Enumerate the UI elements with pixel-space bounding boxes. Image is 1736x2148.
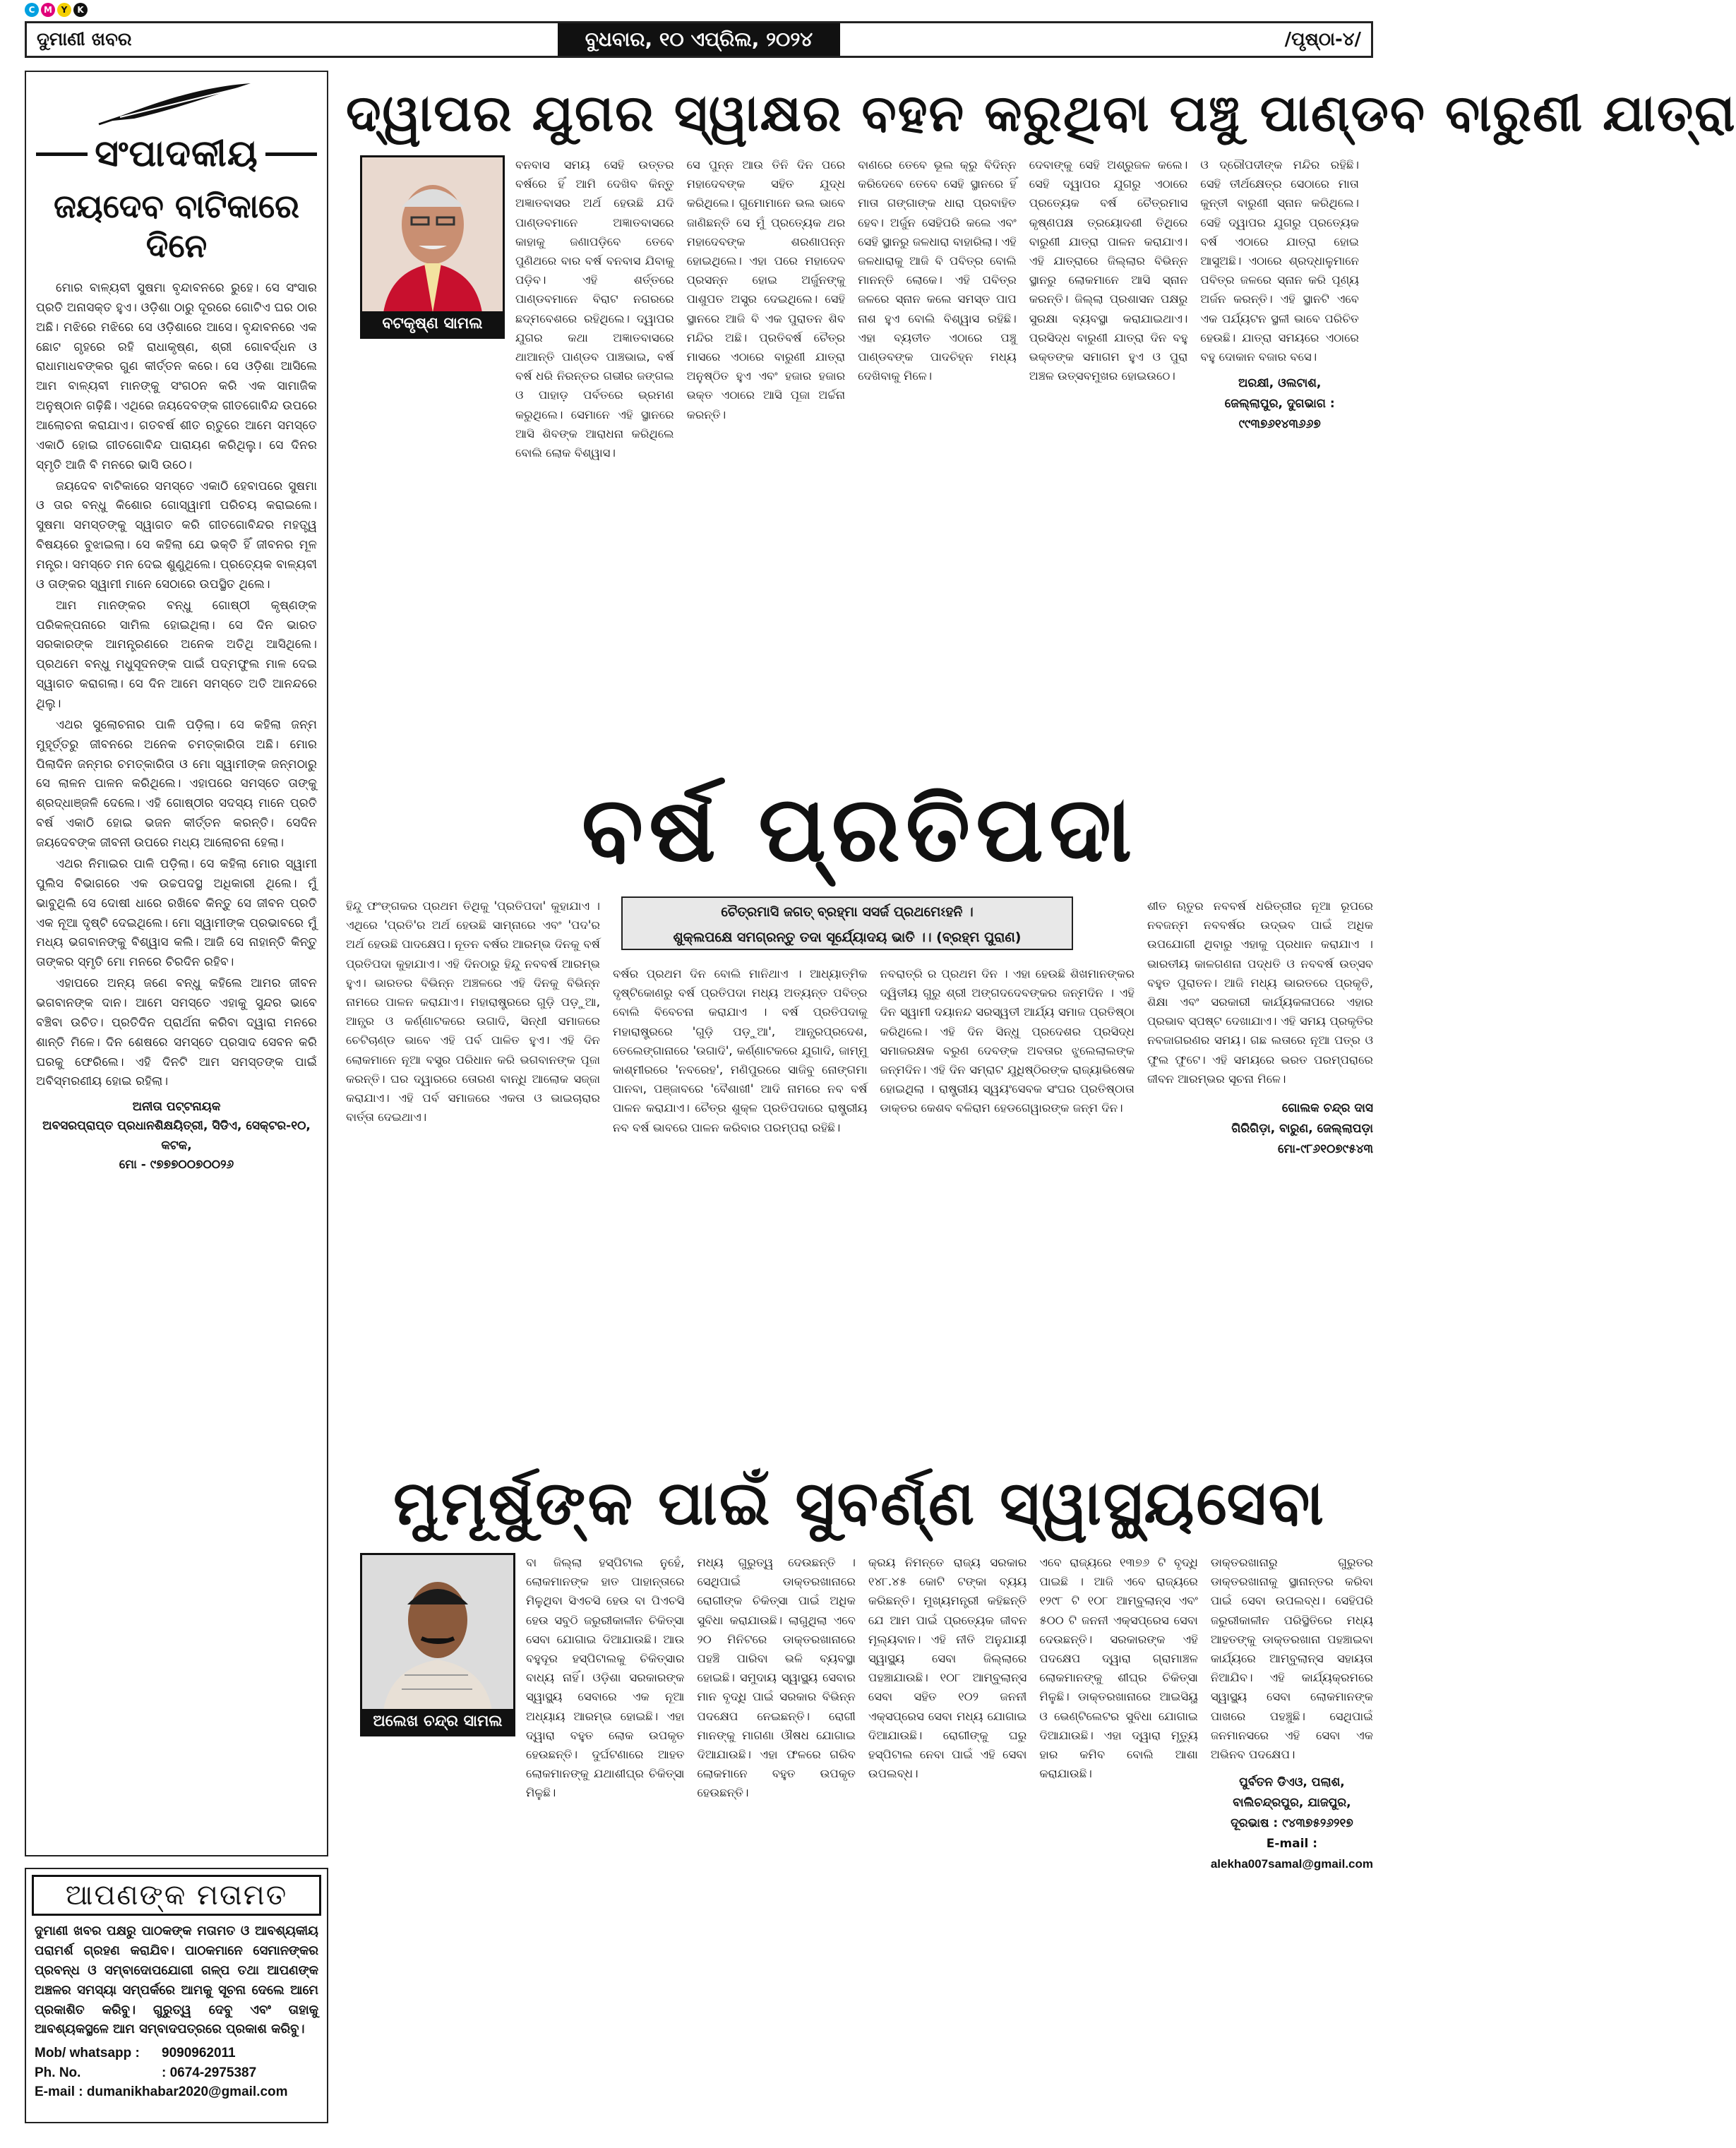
article3-author-email[interactable]: alekha007samal@gmail.com — [1210, 1856, 1373, 1871]
article1-upper-columns — [515, 155, 1359, 462]
quote-line-1: ଚୈତ୍ରମାସି ଜଗତ୍ ବ୍ରହ୍ମା ସସର୍ଜ ପ୍ରଥମେଽହନି । — [721, 904, 974, 920]
article1-col3: ବାଣରେ ତେବେ ଭୂଲ କ୍ରୁ ବିଦିନ୍ନ କରିଦେବେ ତେବେ ସେହି ସ୍ଥାନରେ ହିଁ ମାତା ଗଙ୍ଗାଙ୍କ ଧାରା ପ୍ରବାହିତ ହେବ। ଅର୍ଜୁନ ସେହିପରି କଲେ ଏବଂ ସେହି ସ୍ଥାନରୁ ଜଳଧାରା ବାହାରିଲା। ଏହି ଜଳଧାରାକୁ ଆଜି ବି ପବିତ୍ର ବୋଲି ମାନନ୍ତି ଲୋକେ। ଏହି ପବିତ୍ର ଜଳରେ ସ୍ନାନ କଲେ ସମସ୍ତ ପାପ ନାଶ ହୁଏ ବୋଲି ବିଶ୍ୱାସ ରହିଛି। ଏହା ବ୍ୟତୀତ ଏଠାରେ ପଞ୍ଚୁ ପାଣ୍ଡବଙ୍କ ପାଦଚିହ୍ନ ମଧ୍ୟ ଦେଖିବାକୁ ମିଳେ। — [858, 158, 1017, 383]
article2-col2: ବର୍ଷର ପ୍ରଥମ ଦିନ ବୋଲି ମାନିଥାଏ । ଆଧ୍ୟାତ୍ମିକ ଦୃଷ୍ଟିକୋଣରୁ ବର୍ଷ ପ୍ରତିପଦା ମଧ୍ୟ ଅତ୍ୟନ୍ତ ପବିତ୍ର ବୋଲି ବିବେଚନା କରାଯାଏ । ବର୍ଷ ପ୍ରତିପଦାକୁ ମହାରାଷ୍ଟ୍ରରେ 'ଗୁଡ଼ି ପଡ଼ୁଆ', ଆନ୍ଧ୍ରପ୍ରଦେଶ, ତେଲେଙ୍ଗାନାରେ 'ଉଗାଦି', କର୍ଣ୍ଣାଟକରେ ଯୁଗାଦି, ଜାମ୍ମୁ କାଶ୍ମୀରରେ 'ନବରେହ', ମଣିପୁରରେ ସାଜିବୁ ନୋଙ୍ଗମା ପାନବା, ପଞ୍ଜାବରେ 'ବୈଶାଖୀ' ଆଦି ନାମରେ ନବ ବର୍ଷ ପାଳନ କରାଯାଏ। ଚୈତ୍ର ଶୁକ୍ଳ ପ୍ରତିପଦାରେ ରାଷ୍ଟ୍ରୀୟ ନବ ବର୍ଷ ଭାବରେ ପାଳନ କରିବାର ପରମ୍ପରା ରହିଛି। — [613, 967, 868, 1134]
mobile-label: Mob/ whatsapp : — [35, 2046, 140, 2061]
article1-col5-wrap — [1200, 155, 1359, 462]
editorial-heading — [36, 133, 317, 176]
editorial-paragraph: ଏହାପରେ ଅନ୍ୟ ଜଣେ ବନ୍ଧୁ କହିଲେ ଆମର ଜୀବନ ଭଗବାନଙ୍କ ଦାନ। ଆମେ ସମସ୍ତେ ଏହାକୁ ସୁନ୍ଦର ଭାବେ ବଞ୍ଚିବା ଉଚିତ। ପ୍ରତିଦିନ ପ୍ରାର୍ଥନା କରିବା ଦ୍ୱାରା ମନରେ ଶାନ୍ତି ମିଳେ। ଦିନ ଶେଷରେ ସମସ୍ତେ ପ୍ରସାଦ ସେବନ କରି ଘରକୁ ଫେରିଲେ। ଏହି ଦିନଟି ଆମ ସମସ୍ତଙ୍କ ପାଇଁ ଅବିସ୍ମରଣୀୟ ହୋଇ ରହିଲା। — [36, 976, 317, 1089]
editorial-paragraph: ଏଥର ନିମାଇର ପାଳି ପଡ଼ିଲା। ସେ କହିଲା ମୋର ସ୍ୱାମୀ ପୁଲିସ ବିଭାଗରେ ଏକ ଉଚ୍ଚପଦସ୍ଥ ଅଧିକାରୀ ଥିଲେ। ମୁଁ ଭାବୁଥିଲି ସେ ଦୋଷୀ ଧାରେ ରଖିବେ କିନ୍ତୁ ସେ ଜୀବନ ପ୍ରତି ଏକ ନୂଆ ଦୃଷ୍ଟି ଦେଇଥିଲେ। ମୋ ସ୍ୱାମୀଙ୍କ ପ୍ରଭାବରେ ମୁଁ ମଧ୍ୟ ଭଗବାନଙ୍କୁ ବିଶ୍ୱାସ କଲି। ଆଜି ସେ ନାହାନ୍ତି କିନ୍ତୁ ତାଙ୍କର ସ୍ମୃତି ମୋ ମନରେ ଚିରଦିନ ରହିବ। — [36, 856, 317, 970]
article1 — [346, 155, 1373, 762]
editorial-phone: ମୋ - ୯୭୭୭୦୦୭୦୦୨୬ — [119, 1157, 234, 1172]
article3-author — [1211, 1772, 1373, 1874]
article3-author-photo — [360, 1553, 515, 1736]
article2-col1: ହିନ୍ଦୁ ଫଂଙ୍ଗକର ପ୍ରଥମ ତିଥିକୁ 'ପ୍ରତିପଦା' କୁହାଯାଏ । ଏଥିରେ 'ପ୍ରତି'ର ଅର୍ଥ ହେଉଛି ସାମ୍ନାରେ ଏବଂ 'ପଦ'ର ଅର୍ଥ ହେଉଛି ପାଦକ୍ଷେପ। ନୂତନ ବର୍ଷର ଆରମ୍ଭ ଦିନକୁ ବର୍ଷ ପ୍ରତିପଦା କୁହାଯାଏ। ଏହି ଦିନଠାରୁ ହିନ୍ଦୁ ନବବର୍ଷ ଆରମ୍ଭ ହୁଏ। ଭାରତର ବିଭିନ୍ନ ଅଞ୍ଚଳରେ ଏହି ଦିନକୁ ବିଭିନ୍ନ ନାମରେ ପାଳନ କରାଯାଏ। ମହାରାଷ୍ଟ୍ରରେ ଗୁଡ଼ି ପଡ଼ୁଆ, ଆନ୍ଧ୍ର ଓ କର୍ଣ୍ଣାଟକରେ ଉଗାଦି, ସିନ୍ଧୀ ସମାଜରେ ଚେଟିଚାଣ୍ଡ ଭାବେ ଏହି ପର୍ବ ପାଳିତ ହୁଏ। ଏହି ଦିନ ଲୋକମାନେ ନୂଆ ବସ୍ତ୍ର ପରିଧାନ କରି ଭଗବାନଙ୍କ ପୂଜା କରନ୍ତି। ଘର ଦ୍ୱାରରେ ତୋରଣ ବାନ୍ଧି ଆଲୋକ ସଜ୍ଜା କରାଯାଏ। ଏହି ପର୍ବ ସମାଜରେ ଏକତା ଓ ଭାଇଚାରାର ବାର୍ତ୍ତା ଦେଇଥାଏ। — [346, 899, 600, 1124]
sidebar — [25, 71, 328, 2125]
mobile-number[interactable]: 9090962011 — [162, 2046, 236, 2061]
article2-author-phone: ମୋ-୯୮୬୧୦୭୯୫୪୩ — [1277, 1141, 1373, 1156]
opinion-text: ଦୁମାଣୀ ଖବର ପକ୍ଷରୁ ପାଠକଙ୍କ ମତାମତ ଓ ଆବଶ୍ୟକୀୟ ପରାମର୍ଶ ଗ୍ରହଣ କରାଯିବ। ପାଠକମାନେ ସେମାନଙ୍କର ପ୍ରବନ୍ଧ ଓ ସମ୍ବାଦୋପଯୋଗୀ ଗଳ୍ପ ତଥା ଆପଣଙ୍କ ଅଞ୍ଚଳର ସମସ୍ୟା ସମ୍ପର୍କରେ ଆମକୁ ସୂଚନା ଦେଲେ ଆମେ ପ୍ରକାଶିତ କରିବୁ। ଗୁରୁତ୍ୱ ଦେବୁ ଏବଂ ତାହାକୁ ଆବଶ୍ୟକସ୍ଥଳେ ଆମ ସମ୍ବାଦପତ୍ରରେ ପ୍ରକାଶ କରିବୁ। — [35, 1924, 318, 2037]
editorial-paragraph: ଏଥର ସୁଲୋଚନାର ପାଳି ପଡ଼ିଲା। ସେ କହିଲା ଜନ୍ମ ମୁହୂର୍ତ୍ତରୁ ଜୀବନରେ ଅନେକ ଚମତ୍କାରିତା ଅଛି। ମୋର ପିଲାଦିନ ଜନ୍ମର ଚମତ୍କାରିତା ଓ ମୋ ସ୍ୱାମୀଙ୍କ ଜନ୍ମଠାରୁ ସେ ଲାଳନ ପାଳନ କରିଥିଲେ। ଏହାପରେ ସମସ୍ତେ ତାଙ୍କୁ ଶ୍ରଦ୍ଧାଞ୍ଜଳି ଦେଲେ। ଏହି ଗୋଷ୍ଠୀର ସଦସ୍ୟ ମାନେ ପ୍ରତି ବର୍ଷ ଏକାଠି ହୋଇ ଭଜନ କୀର୍ତ୍ତନ କରନ୍ତି। ସେଦିନ ଜୟଦେବଙ୍କ ଜୀବନୀ ଉପରେ ମଧ୍ୟ ଆଲୋଚନା ହେଲା। — [36, 717, 317, 851]
cmyk-c-mark: C — [25, 3, 39, 17]
article3-col3: କ୍ରୟ ନିମନ୍ତେ ରାଜ୍ୟ ସରକାର ୧୪୮.୪୫ କୋଟି ଟଙ୍କା ବ୍ୟୟ କରିଛନ୍ତି। ମୁଖ୍ୟମନ୍ତ୍ରୀ କହିଛନ୍ତି ଯେ ଆମ ପାଇଁ ପ୍ରତ୍ୟେକ ଜୀବନ ମୂଲ୍ୟବାନ। ଏହି ନୀତି ଅନୁଯାୟୀ ସ୍ୱାସ୍ଥ୍ୟ ସେବା ଜିଲ୍ଲାରେ ପହଞ୍ଚାଯାଉଛି। ୧୦୮ ଆମ୍ବୁଲାନ୍ସ ସେବା ସହିତ ୧୦୨ ଜନନୀ ଏକ୍ସପ୍ରେସ ସେବା ମଧ୍ୟ ଯୋଗାଇ ଦିଆଯାଉଛି। ରୋଗୀଙ୍କୁ ଘରୁ ହସ୍ପିଟାଲ ନେବା ପାଇଁ ଏହି ସେବା ଉପଲବ୍ଧ। — [868, 1556, 1027, 1781]
article1-col4: ଦେବାଙ୍କୁ ସେହି ଅଶ୍ରୁଜଳ କଲେ। ସେହି ଦ୍ୱାପର ଯୁଗରୁ ଏଠାରେ ପ୍ରତ୍ୟେକ ବର୍ଷ ଚୈତ୍ରମାସ କୃଷ୍ଣପକ୍ଷ ତ୍ରୟୋଦଶୀ ତିଥିରେ ବାରୁଣୀ ଯାତ୍ରା ପାଳନ କରାଯାଏ। ଏହି ଯାତ୍ରାରେ ଜିଲ୍ଲାର ବିଭିନ୍ନ ସ୍ଥାନରୁ ଲୋକମାନେ ଆସି ସ୍ନାନ କରନ୍ତି। ଜିଲ୍ଲା ପ୍ରଶାସନ ପକ୍ଷରୁ ସୁରକ୍ଷା ବ୍ୟବସ୍ଥା କରାଯାଇଥାଏ। ପ୍ରସିଦ୍ଧ ବାରୁଣୀ ଯାତ୍ରା ଦିନ ବହୁ ଭକ୍ତଙ୍କ ସମାଗମ ହୁଏ ଓ ପୁରା ଅଞ୍ଚଳ ଉତ୍ସବମୁଖର ହୋଇଉଠେ। — [1029, 158, 1188, 383]
quill-pen-icon — [36, 79, 317, 128]
page-header — [25, 21, 1373, 58]
article2-headline: ବର୍ଷ ପ୍ରତିପଦା — [581, 776, 1138, 882]
article3-col1: ବା ଜିଲ୍ଲା ହସ୍ପିଟାଲ ନୁହେଁ, ଲୋକମାନଙ୍କ ହାତ ପାହାନ୍ତାରେ ମିଳୁଥିବା ସିଏଚସି ହେଉ ବା ପିଏଚସି ହେଉ ସବୁଠି ଜରୁରୀକାଳୀନ ଚିକିତ୍ସା ସେବା ଯୋଗାଇ ଦିଆଯାଉଛି। ଆଉ ବହୁଦୂର ହସ୍ପିଟାଲକୁ ଚିକିତ୍ସାର ବାଧ୍ୟ ନାହିଁ। ଓଡ଼ିଶା ସରକାରଙ୍କ ସ୍ୱାସ୍ଥ୍ୟ ସେବାରେ ଏକ ନୂଆ ଅଧ୍ୟାୟ ଆରମ୍ଭ ହୋଇଛି। ଏହା ଦ୍ୱାରା ବହୁତ ଲୋକ ଉପକୃତ ହେଉଛନ୍ତି। ଦୁର୍ଘଟଣାରେ ଆହତ ଲୋକମାନଙ୍କୁ ଯଥାଶୀଘ୍ର ଚିକିତ୍ସା ମିଳୁଛି। — [526, 1556, 685, 1800]
article1-author-name: ଅରକ୍ଷୀ, ଓଲଟାଶ, — [1238, 376, 1322, 391]
phone-label: Ph. No. — [35, 2065, 81, 2080]
article3-col5: ଡାକ୍ତରଖାନାରୁ ଗୁରୁତର ଡାକ୍ତରଖାନାକୁ ସ୍ଥାନାନ୍ତର କରିବା ପାଇଁ ସେବା ଉପଲବ୍ଧ। ସେହିପରି ଜରୁରୀକାଳୀନ ପରିସ୍ଥିତିରେ ମଧ୍ୟ ଆହତଙ୍କୁ ଡାକ୍ତରଖାନା ପହଞ୍ଚାଇବା କାର୍ଯ୍ୟରେ ଆମ୍ବୁଲାନ୍ସ ସହାୟତା ନିଆଯିବ। ଏହି କାର୍ଯ୍ୟକ୍ରମରେ ସ୍ୱାସ୍ଥ୍ୟ ସେବା ଲୋକମାନଙ୍କ ପାଖରେ ପହଞ୍ଚୁଛି। ସେଥିପାଇଁ ଜନମାନସରେ ଏହି ସେବା ଏକ ଅଭିନବ ପଦକ୍ଷେପ। — [1210, 1556, 1373, 1762]
opinion-box — [25, 1868, 328, 2123]
page-number: /ପୃଷ୍ଠା-୪/ — [1284, 28, 1361, 50]
article3-photo-caption: ଅଲେଖ ଚନ୍ଦ୍ର ସାମଲ — [362, 1709, 513, 1734]
article2-columns — [346, 896, 1373, 1160]
article1-col2: ସେ ପୁନ୍ନ ଆଉ ତିନି ଦିନ ପରେ ମହାଦେବଙ୍କ ସହିତ ଯୁଦ୍ଧ କରିଥିଲେ। ଗୁମୋମାନେ ଭଲ ଭାବେ ଜାଣିଛନ୍ତି ସେ ମୁଁ ପ୍ରତ୍ୟେକ ଥର ମହାଦେବଙ୍କ ଶରଣାପନ୍ନ ହୋଇଥିଲେ। ଏହା ପରେ ମହାଦେବ ପ୍ରସନ୍ନ ହୋଇ ଅର୍ଜୁନଙ୍କୁ ପାଶୁପତ ଅସ୍ତ୍ର ଦେଇଥିଲେ। ସେହି ସ୍ଥାନରେ ଆଜି ବି ଏକ ପୁରାତନ ଶିବ ମନ୍ଦିର ଅଛି। ପ୍ରତିବର୍ଷ ଚୈତ୍ର ମାସରେ ଏଠାରେ ବାରୁଣୀ ଯାତ୍ରା ଅନୁଷ୍ଠିତ ହୁଏ ଏବଂ ହଜାର ହଜାର ଭକ୍ତ ଏଠାରେ ଆସି ପୂଜା ଅର୍ଚ୍ଚନା କରନ୍ତି। — [686, 158, 846, 421]
newspaper-name: ଦୁମାଣୀ ଖବର — [37, 28, 132, 50]
article2-col3: ନବରାତ୍ରି ର ପ୍ରଥମ ଦିନ । ଏହା ହେଉଛି ଶିଖମାନଙ୍କର ଦ୍ୱିତୀୟ ଗୁରୁ ଶ୍ରୀ ଅଙ୍ଗଦଦେବଙ୍କର ଜନ୍ମଦିନ । ଏହି ଦିନ ସ୍ୱାମୀ ଦୟାନନ୍ଦ ସରସ୍ୱତୀ ଆର୍ଯ୍ୟ ସମାଜ ପ୍ରତିଷ୍ଠା କରିଥିଲେ। ଏହି ଦିନ ସିନ୍ଧୁ ପ୍ରଦେଶର ପ୍ରସିଦ୍ଧ ସମାଜରକ୍ଷକ ବରୁଣ ଦେବଙ୍କ ଅବତାର ଝୁଲେଲାଲଙ୍କ ଜନ୍ମଦିନ। ଏହି ଦିନ ସମ୍ରାଟ ଯୁଧିଷ୍ଠିରଙ୍କ ରାଜ୍ୟାଭିଷେକ ହୋଇଥିଲା । ରାଷ୍ଟ୍ରୀୟ ସ୍ୱୟଂସେବକ ସଂଘର ପ୍ରତିଷ୍ଠାତା ଡାକ୍ତର କେଶବ ବଳିରାମ ହେଡଗେୱାରଙ୍କ ଜନ୍ମ ଦିନ। — [880, 967, 1135, 1115]
article2-author-address: ଗିରିଗିଡ଼ା, ବାରୁଣ, ଜେଲ୍ଲାପଡ଼ା — [1231, 1121, 1373, 1136]
cmyk-m-mark: M — [41, 3, 55, 17]
article3-author-phone: ୯୪୩୭୫୨୬୨୧୭ — [1282, 1816, 1353, 1831]
article2 — [346, 896, 1373, 1454]
article1-col5: ଓ ଦ୍ରୌପଦୀଙ୍କ ମନ୍ଦିର ରହିଛି। ସେହି ତୀର୍ଥକ୍ଷେତ୍ର ସେଠାରେ ମାତା କୁନ୍ତୀ ବାରୁଣୀ ସ୍ନାନ କରିଥିଲେ। ସେହି ଦ୍ୱାପର ଯୁଗରୁ ପ୍ରତ୍ୟେକ ବର୍ଷ ଏଠାରେ ଯାତ୍ରା ହୋଇ ଆସୁଅଛି। ଏଠାରେ ଶ୍ରଦ୍ଧାଳୁମାନେ ପବିତ୍ର ଜଳରେ ସ୍ନାନ କରି ପୂଣ୍ୟ ଅର୍ଜନ କରନ୍ତି। ଏହି ସ୍ଥାନଟି ଏବେ ଏକ ପର୍ଯ୍ୟଟନ ସ୍ଥଳୀ ଭାବେ ପରିଚିତ ହେଉଛି। ଯାତ୍ରା ସମୟରେ ଏଠାରେ ବହୁ ଦୋକାନ ବଜାର ବସେ। — [1200, 158, 1359, 364]
article3-phone-label: ଦୂରଭାଷ : — [1231, 1816, 1279, 1831]
main-content — [346, 71, 1736, 2104]
email-label: E-mail : — [35, 2084, 83, 2100]
phone-number[interactable]: : 0674-2975387 — [162, 2065, 257, 2080]
issue-date: ବୁଧବାର, ୧୦ ଏପ୍ରିଲ, ୨୦୨୪ — [558, 23, 840, 56]
article3-col5-wrap — [1211, 1553, 1373, 1875]
email-address[interactable]: dumanikhabar2020@gmail.com — [86, 2084, 288, 2100]
editorial-author: ଅନୀତା ପଟ୍ଟନାୟକ — [132, 1100, 221, 1115]
article3 — [346, 1553, 1373, 2104]
article1-col1: ବନବାସ ସମୟ ସେହି ଉତ୍ତର ବର୍ଷରେ ହିଁ ଆମି ଦେଖିବ କିନ୍ତୁ ଅଜ୍ଞାତବାସର ଅର୍ଥ ହେଉଛି ଯଦି ପାଣ୍ଡବମାନେ ଅଜ୍ଞାତବାସରେ କାହାକୁ ଜଣାପଡ଼ିବେ ତେବେ ପୁଣିଥରେ ବାର ବର୍ଷ ବନବାସ ଯିବାକୁ ପଡ଼ିବ। ଏହି ଶର୍ତ୍ତରେ ପାଣ୍ଡବମାନେ ବିରାଟ ନଗରରେ ଛଦ୍ମବେଶରେ ରହିଥିଲେ। ଦ୍ୱାପର ଯୁଗର କଥା ଅଜ୍ଞାତବାସରେ ଥାଆନ୍ତି ପାଣ୍ଡବ ପାଞ୍ଚଭାଇ, ବର୍ଷ ବର୍ଷ ଧରି ନିରନ୍ତର ଗଭୀର ଜଙ୍ଗଲ ଓ ପାହାଡ଼ ପର୍ବତରେ ଭ୍ରମଣ କରୁଥିଲେ। ସେମାନେ ଏହି ସ୍ଥାନରେ ଆସି ଶିବଙ୍କ ଆରାଧନା କରିଥିଲେ ବୋଲି ଲୋକ ବିଶ୍ୱାସ। — [515, 158, 674, 460]
article2-author-name: ଗୋଲକ ଚନ୍ଦ୍ର ଦାସ — [1281, 1101, 1373, 1116]
article1-author-photo — [360, 155, 505, 339]
article2-col4: ଶୀତ ଋତୁର ନବବର୍ଷ ଧରିତ୍ରୀର ନୂଆ ରୂପରେ ନବଜନ୍ମ ନବବର୍ଷର ଉଦ୍‌ଭବ ପାଇଁ ଅଧିକ ଉପଯୋଗୀ ଥିବାରୁ ଏହାକୁ ପ୍ରଧାନ କରାଯାଏ । ଭାରତୀୟ କାଳଗଣନା ପଦ୍ଧତି ଓ ନବବର୍ଷ ଉତ୍ସବ ବହୁତ ପୁରାତନ। ଆଜି ମଧ୍ୟ ଭାରତରେ ପ୍ରକୃତି, ଶିକ୍ଷା ଏବଂ ସରକାରୀ କାର୍ଯ୍ୟକଳାପରେ ଏହାର ପ୍ରଭାବ ସ୍ପଷ୍ଟ ଦେଖାଯାଏ। ଏହି ସମୟ ପ୍ରକୃତିର ନବଜାଗରଣର ସମୟ। ଗଛ ଲତାରେ ନୂଆ ପତ୍ର ଓ ଫୁଲ ଫୁଟେ। ଏହି ସମୟରେ ଭରତ ପରମ୍ପରାରେ ଜୀବନ ଆରମ୍ଭର ସୂଚନା ମିଳେ। — [1147, 899, 1373, 1086]
article1-headline: ଦ୍ୱାପର ଯୁଗର ସ୍ୱାକ୍ଷର ବହନ କରୁଥିବା ପଞ୍ଚୁ ପାଣ୍ଡବ ବାରୁଣୀ ଯାତ୍ରା — [346, 83, 1736, 143]
article3-author-name: ପୁର୍ବତନ ଡିଏଓ, ପଲାଶ, — [1239, 1775, 1345, 1790]
article1-author-address: ଜେଲ୍ଲାପୁର, ଦୁଗଭାଗ : — [1224, 397, 1335, 412]
editorial-byline — [36, 1098, 317, 1175]
contact-info — [26, 2039, 327, 2106]
editorial-title: ଜୟଦେବ ବାଟିକାରେ ଦିନେ — [54, 187, 299, 265]
editorial-paragraph: ଆମ ମାନଙ୍କର ବନ୍ଧୁ ଗୋଷ୍ଠୀ କୃଷ୍ଣଙ୍କ ପରିକଳ୍ପନାରେ ସାମିଲ ହୋଇଥିଲା। ସେ ଦିନ ଭାରତ ସରକାରଙ୍କ ଆମନ୍ତ୍ରଣରେ ଅନେକ ଅତିଥି ଆସିଥିଲେ। ପ୍ରଥମେ ବନ୍ଧୁ ମଧୁସୂଦନଙ୍କ ପାଇଁ ପଦ୍ମଫୁଲ ମାଳ ଦେଇ ସ୍ୱାଗତ କରାଗଲା। ସେ ଦିନ ଆମେ ସମସ୍ତେ ଅତି ଆନନ୍ଦରେ ଥିଲୁ। — [36, 598, 317, 712]
article3-columns — [526, 1553, 1373, 1875]
article3-col4: ଏବେ ରାଜ୍ୟରେ ୧୩୭୬ ଟି ବୃଦ୍ଧି ପାଇଛି । ଆଜି ଏବେ ରାଜ୍ୟରେ ୧୨୯୮ ଟି ୧୦୮ ଆମ୍ବୁଲାନ୍ସ ଏବଂ ୫୦୦ ଟି ଜନନୀ ଏକ୍ସପ୍ରେସ ସେବା ଦେଉଛନ୍ତି। ସରକାରଙ୍କ ଏହି ପଦକ୍ଷେପ ଦ୍ୱାରା ଗ୍ରାମାଞ୍ଚଳ ଲୋକମାନଙ୍କୁ ଶୀଘ୍ର ଚିକିତ୍ସା ମିଳୁଛି। ଡାକ୍ତରଖାନାରେ ଆଇସିୟୁ ଓ ଭେଣ୍ଟିଲେଟର ସୁବିଧା ଯୋଗାଇ ଦିଆଯାଉଛି। ଏହା ଦ୍ୱାରା ମୃତ୍ୟୁ ହାର କମିବ ବୋଲି ଆଶା କରାଯାଉଛି। — [1039, 1556, 1198, 1781]
article1-author-phone: ୯୯୩୭୬୧୪୩୬୬୭ — [1238, 417, 1321, 432]
cmyk-y-mark: Y — [57, 3, 71, 17]
article3-email-label: E-mail : — [1266, 1836, 1318, 1851]
cmyk-k-mark: K — [73, 3, 88, 17]
article3-author-address: ବାଲିଚନ୍ଦ୍ରପୁର, ଯାଜପୁର, — [1233, 1796, 1351, 1811]
quote-line-2: ଶୁକ୍ଲପକ୍ଷେ ସମଗ୍ରନ୍ତୁ ତଦା ସୂର୍ଯ୍ୟୋଦୟ ଭାତି ।। (ବ୍ରହ୍ମ ପୁରାଣ) — [673, 930, 1022, 945]
article2-col4-wrap — [1147, 896, 1373, 1160]
editorial-section-label: ସଂପାଦକୀୟ — [95, 133, 258, 175]
editorial-body — [36, 279, 317, 1092]
cmyk-marks — [25, 3, 88, 17]
article1-photo-caption: ବଟକୃଷ୍ଣ ସାମଲ — [362, 311, 503, 337]
article1-author — [1200, 373, 1359, 435]
editorial-address: ଅବସରପ୍ରାପ୍ତ ପ୍ରଧାନଶିକ୍ଷୟିତ୍ରୀ, ସିଡିଏ, ସେକ୍ଟର-୧୦, କଟକ, — [42, 1119, 311, 1153]
article3-col2: ମଧ୍ୟ ଗୁରୁତ୍ୱ ଦେଉଛନ୍ତି । ସେଥିପାଇଁ ଡାକ୍ତରଖାନାରେ ରୋଗୀଙ୍କ ଚିକିତ୍ସା ପାଇଁ ଅଧିକ ସୁବିଧା କରାଯାଉଛି। ଲାଗୁଥିଲା ଏବେ ୨୦ ମିନିଟରେ ଡାକ୍ତରଖାନାରେ ପହଞ୍ଚି ପାରିବା ଭଳି ବ୍ୟବସ୍ଥା ହୋଇଛି। ସମୁଦାୟ ସ୍ୱାସ୍ଥ୍ୟ ସେବାର ମାନ ବୃଦ୍ଧି ପାଇଁ ସରକାର ବିଭିନ୍ନ ପଦକ୍ଷେପ ନେଇଛନ୍ତି। ରୋଗୀ ମାନଙ୍କୁ ମାଗଣା ଔଷଧ ଯୋଗାଇ ଦିଆଯାଉଛି। ଏହା ଫଳରେ ଗରିବ ଲୋକମାନେ ବହୁତ ଉପକୃତ ହେଉଛନ୍ତି। — [697, 1556, 856, 1800]
editorial-paragraph: ଜୟଦେବ ବାଟିକାରେ ସମସ୍ତେ ଏକାଠି ହେବାପରେ ସୁଷମା ଓ ତାର ବନ୍ଧୁ କିଶୋର ଗୋସ୍ୱାମୀ ପରିଚୟ କରାଇଲେ। ସୁଷମା ସମସ୍ତଙ୍କୁ ସ୍ୱାଗତ କରି ଗୀତଗୋବିନ୍ଦର ମହତ୍ତ୍ୱ ବିଷୟରେ ବୁଝାଇଲା। ସେ କହିଲା ଯେ ଭକ୍ତି ହିଁ ଜୀବନର ମୂଳ ମନ୍ତ୍ର। ସମସ୍ତେ ମନ ଦେଇ ଶୁଣୁଥିଲେ। ପ୍ରତ୍ୟେକ ବାଳ୍ୟବୀ ଓ ତାଙ୍କର ସ୍ୱାମୀ ମାନେ ସେଠାରେ ଉପସ୍ଥିତ ଥିଲେ। — [36, 479, 317, 592]
editorial-paragraph: ମୋର ବାଳ୍ୟବୀ ସୁଷମା ବୃନ୍ଦାବନରେ ରୁହେ। ସେ ସଂସାର ପ୍ରତି ଅନାସକ୍ତ ହୁଏ। ଓଡ଼ିଶା ଠାରୁ ଦୂରରେ ଗୋଟିଏ ଘର ଠାର ଅଛି। ମଝିରେ ମଝିରେ ସେ ଓଡ଼ିଶାରେ ଆସେ। ବୃନ୍ଦାବନରେ ଏକ ଛୋଟ ଗୃହରେ ରହି ରାଧାକୃଷ୍ଣ, ଶ୍ରୀ ଗୋବର୍ଦ୍ଧନ ଓ ରାଧାମାଧବଙ୍କର ଗୁଣ କୀର୍ତ୍ତନ କରେ। ସେ ଓଡ଼ିଶା ଆସିଲେ ଆମ ବାଳ୍ୟବୀ ମାନଙ୍କୁ ସଂଗଠନ କରି ଏକ ସାମାଜିକ ଅନୁଷ୍ଠାନ ଗଢ଼ିଛି। ଏଥିରେ ଜୟଦେବଙ୍କ ଗୀତଗୋବିନ୍ଦ ଉପରେ ଆଲୋଚନା କରାଯାଏ। ଗତବର୍ଷ ଶୀତ ଋତୁରେ ଆମେ ସମସ୍ତେ ଏକାଠି ହୋଇ ଗୀତଗୋବିନ୍ଦ ପାରାୟଣ କରିଥିଲୁ। ସେ ଦିନର ସ୍ମୃତି ଆଜି ବି ମନରେ ଭାସି ଉଠେ। — [36, 281, 317, 472]
article2-author — [1147, 1098, 1373, 1160]
editorial-box — [25, 71, 328, 1856]
opinion-title: ଆପଣଙ୍କ ମତାମତ — [32, 1875, 321, 1916]
article3-headline: ମୁମୂର୍ଷୁଙ୍କ ପାଇଁ ସୁବର୍ଣ୍ଣ ସ୍ୱାସ୍ଥ୍ୟସେବା — [393, 1468, 1326, 1539]
